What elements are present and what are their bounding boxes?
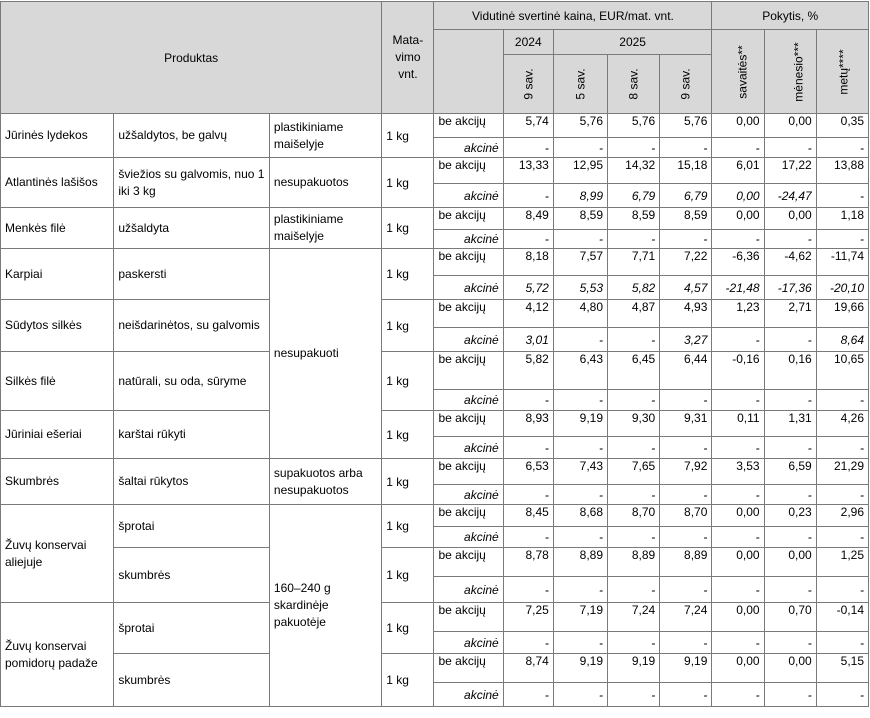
price-type-regular: be akcijų [434,300,503,328]
value-cell-promo: - [553,437,607,459]
packaging: 160–240 g skardinėje pakuotėje [269,505,381,707]
header-change-year: metų**** [816,30,868,114]
value-cell-promo: - [553,485,607,505]
value-cell-promo: - [608,138,660,158]
value-cell-regular: 9,19 [553,654,607,683]
value-cell-promo: 4,57 [660,276,712,300]
value-cell-regular: 7,71 [608,249,660,276]
value-cell-promo: - [712,328,764,352]
price-type-promo: akcinė [434,485,503,505]
unit: 1 kg [382,411,434,459]
value-cell-regular: 0,00 [712,548,764,577]
value-cell-promo: - [816,138,868,158]
value-cell-regular: 8,74 [503,654,553,683]
product-desc: šprotai [114,505,270,548]
packaging: plastikiniame maišelyje [269,114,381,158]
value-cell-regular: 4,80 [553,300,607,328]
value-cell-regular: 9,19 [660,654,712,683]
value-cell-regular: -11,74 [816,249,868,276]
header-year-2025: 2025 [553,30,712,55]
value-cell-promo: - [816,632,868,654]
unit: 1 kg [382,548,434,603]
value-cell-promo: - [712,485,764,505]
value-cell-promo: - [553,527,607,548]
value-cell-promo: -21,48 [712,276,764,300]
value-cell-regular: 17,22 [764,158,816,184]
product-name: Menkės filė [1,208,114,249]
value-cell-regular: 5,76 [553,114,607,138]
value-cell-regular: 6,01 [712,158,764,184]
price-type-promo: akcinė [434,683,503,707]
value-cell-regular: 13,33 [503,158,553,184]
price-type-regular: be akcijų [434,505,503,527]
value-cell-promo: 5,72 [503,276,553,300]
value-cell-regular: 0,00 [712,208,764,230]
header-week-2025-5: 5 sav. [553,55,607,114]
value-cell-promo: 5,53 [553,276,607,300]
packaging: nesupakuotos [269,158,381,208]
value-cell-regular: 2,71 [764,300,816,328]
value-cell-regular: 0,16 [764,352,816,390]
header-change: Pokytis, % [712,2,869,30]
unit: 1 kg [382,654,434,707]
header-unit-line-1: Mata- [392,33,424,47]
value-cell-promo: - [553,138,607,158]
value-cell-promo: - [660,632,712,654]
value-cell-regular: 9,19 [553,411,607,437]
value-cell-promo: - [503,632,553,654]
value-cell-regular: 0,00 [712,603,764,632]
value-cell-regular: 3,53 [712,459,764,485]
product-desc: neišdarinėtos, su galvomis [114,300,270,352]
value-cell-promo: - [712,632,764,654]
value-cell-promo: - [553,328,607,352]
value-cell-regular: 8,45 [503,505,553,527]
value-cell-regular: 13,88 [816,158,868,184]
value-cell-regular: 0,35 [816,114,868,138]
unit: 1 kg [382,114,434,158]
value-cell-regular: 1,23 [712,300,764,328]
value-cell-regular: 8,59 [608,208,660,230]
value-cell-regular: 4,26 [816,411,868,437]
value-cell-promo: - [608,328,660,352]
price-type-regular: be akcijų [434,548,503,577]
value-cell-promo: - [553,577,607,603]
value-cell-regular: -0,16 [712,352,764,390]
header-unit-line-3: vnt. [398,67,418,81]
value-cell-regular: 8,59 [553,208,607,230]
value-cell-promo: - [816,230,868,249]
price-type-regular: be akcijų [434,158,503,184]
value-cell-promo: - [764,437,816,459]
value-cell-promo: - [816,184,868,208]
price-type-regular: be akcijų [434,114,503,138]
value-cell-regular: 4,93 [660,300,712,328]
value-cell-promo: - [553,390,607,411]
value-cell-promo: - [816,485,868,505]
value-cell-regular: 0,00 [764,114,816,138]
value-cell-promo: - [503,437,553,459]
header-change-month: mėnesio*** [764,30,816,114]
value-cell-regular: 7,25 [503,603,553,632]
value-cell-promo: - [816,527,868,548]
price-type-promo: akcinė [434,138,503,158]
value-cell-regular: 8,78 [503,548,553,577]
value-cell-promo: - [503,230,553,249]
value-cell-regular: 8,68 [553,505,607,527]
value-cell-promo: - [816,390,868,411]
value-cell-promo: - [503,527,553,548]
unit: 1 kg [382,352,434,411]
value-cell-regular: 10,65 [816,352,868,390]
value-cell-regular: 6,53 [503,459,553,485]
fish-price-table [0,1,869,707]
value-cell-promo: - [608,390,660,411]
unit: 1 kg [382,158,434,208]
value-cell-promo: - [712,527,764,548]
value-cell-promo: - [660,138,712,158]
value-cell-regular: 0,00 [764,654,816,683]
value-cell-promo: - [764,230,816,249]
value-cell-promo: - [712,230,764,249]
product-desc: skumbrės [114,548,270,603]
value-cell-promo: - [553,230,607,249]
value-cell-regular: 7,92 [660,459,712,485]
value-cell-promo: 3,01 [503,328,553,352]
price-type-promo: akcinė [434,230,503,249]
product-name: Žuvų konservai aliejuje [1,505,114,603]
value-cell-promo: 3,27 [660,328,712,352]
value-cell-regular: 21,29 [816,459,868,485]
value-cell-promo: - [816,577,868,603]
value-cell-regular: 0,70 [764,603,816,632]
value-cell-regular: 5,15 [816,654,868,683]
value-cell-regular: 7,65 [608,459,660,485]
value-cell-promo: -24,47 [764,184,816,208]
value-cell-promo: - [608,632,660,654]
value-cell-promo: - [660,527,712,548]
value-cell-promo: 0,00 [712,184,764,208]
price-type-promo: akcinė [434,184,503,208]
value-cell-promo: - [764,138,816,158]
value-cell-regular: 8,89 [660,548,712,577]
value-cell-promo: 8,99 [553,184,607,208]
product-name: Sūdytos silkės [1,300,114,352]
value-cell-regular: 6,59 [764,459,816,485]
price-type-regular: be akcijų [434,352,503,390]
value-cell-regular: 1,18 [816,208,868,230]
value-cell-promo: - [608,437,660,459]
packaging: nesupakuoti [269,249,381,459]
value-cell-regular: 5,82 [503,352,553,390]
header-year-2024: 2024 [503,30,553,55]
value-cell-promo: - [816,437,868,459]
value-cell-promo: - [764,390,816,411]
value-cell-promo: - [660,437,712,459]
value-cell-regular: 8,70 [608,505,660,527]
product-desc: šaltai rūkytos [114,459,270,505]
product-name: Atlantinės lašišos [1,158,114,208]
value-cell-promo: -20,10 [816,276,868,300]
header-avg-price: Vidutinė svertinė kaina, EUR/mat. vnt. [434,2,712,30]
value-cell-promo: - [660,485,712,505]
header-week-2024-9: 9 sav. [503,55,553,114]
value-cell-regular: 8,93 [503,411,553,437]
price-type-promo: akcinė [434,527,503,548]
value-cell-promo: - [712,577,764,603]
value-cell-regular: 9,19 [608,654,660,683]
product-name: Jūriniai ešeriai [1,411,114,459]
price-type-regular: be akcijų [434,208,503,230]
value-cell-promo: -17,36 [764,276,816,300]
value-cell-regular: 7,43 [553,459,607,485]
value-cell-promo: - [608,527,660,548]
value-cell-promo: - [608,577,660,603]
value-cell-regular: 0,00 [712,505,764,527]
product-desc: natūrali, su oda, sūryme [114,352,270,411]
packaging: plastikiniame maišelyje [269,208,381,249]
value-cell-promo: - [764,485,816,505]
value-cell-regular: 8,49 [503,208,553,230]
price-type-regular: be akcijų [434,603,503,632]
header-price-type-spacer [434,30,503,114]
unit: 1 kg [382,300,434,352]
unit: 1 kg [382,603,434,654]
value-cell-promo: - [764,328,816,352]
value-cell-regular: 9,31 [660,411,712,437]
value-cell-regular: 7,22 [660,249,712,276]
product-desc: paskersti [114,249,270,300]
value-cell-promo: - [764,577,816,603]
price-type-promo: akcinė [434,577,503,603]
value-cell-regular: -6,36 [712,249,764,276]
value-cell-promo: 6,79 [608,184,660,208]
value-cell-regular: 8,89 [608,548,660,577]
unit: 1 kg [382,208,434,249]
value-cell-regular: 4,12 [503,300,553,328]
value-cell-regular: -0,14 [816,603,868,632]
header-week-2025-9: 9 sav. [660,55,712,114]
product-name: Jūrinės lydekos [1,114,114,158]
price-type-promo: akcinė [434,632,503,654]
header-unit [382,2,434,114]
value-cell-regular: 14,32 [608,158,660,184]
value-cell-promo: - [660,577,712,603]
value-cell-regular: 1,31 [764,411,816,437]
header-week-2025-8: 8 sav. [608,55,660,114]
value-cell-promo: - [816,683,868,707]
header-change-week: savaitės** [712,30,764,114]
value-cell-promo: - [503,577,553,603]
value-cell-promo: - [608,230,660,249]
value-cell-regular: 8,59 [660,208,712,230]
header-product: Produktas [1,2,382,114]
value-cell-regular: 12,95 [553,158,607,184]
value-cell-regular: 0,00 [712,114,764,138]
value-cell-regular: 0,00 [712,654,764,683]
value-cell-regular: 0,23 [764,505,816,527]
value-cell-regular: 19,66 [816,300,868,328]
value-cell-regular: 8,18 [503,249,553,276]
price-type-regular: be akcijų [434,411,503,437]
value-cell-regular: 15,18 [660,158,712,184]
value-cell-regular: -4,62 [764,249,816,276]
product-desc: šviežios su galvomis, nuo 1 iki 3 kg [114,158,270,208]
value-cell-regular: 5,74 [503,114,553,138]
product-desc: šprotai [114,603,270,654]
value-cell-promo: - [660,390,712,411]
value-cell-promo: - [503,184,553,208]
value-cell-promo: - [553,632,607,654]
value-cell-regular: 8,70 [660,505,712,527]
value-cell-promo: - [608,485,660,505]
value-cell-promo: - [608,683,660,707]
value-cell-regular: 7,24 [660,603,712,632]
price-type-regular: be akcijų [434,249,503,276]
unit: 1 kg [382,505,434,548]
value-cell-promo: - [660,683,712,707]
value-cell-promo: 5,82 [608,276,660,300]
value-cell-regular: 1,25 [816,548,868,577]
price-type-promo: akcinė [434,328,503,352]
price-type-promo: akcinė [434,276,503,300]
product-desc: skumbrės [114,654,270,707]
value-cell-regular: 7,57 [553,249,607,276]
value-cell-regular: 0,11 [712,411,764,437]
product-name: Žuvų konservai pomidorų padaže [1,603,114,707]
value-cell-regular: 0,00 [764,548,816,577]
value-cell-regular: 2,96 [816,505,868,527]
value-cell-promo: - [764,683,816,707]
value-cell-promo: - [764,527,816,548]
price-type-regular: be akcijų [434,459,503,485]
product-name: Silkės filė [1,352,114,411]
value-cell-promo: - [712,437,764,459]
value-cell-promo: - [660,230,712,249]
value-cell-regular: 5,76 [660,114,712,138]
value-cell-regular: 6,45 [608,352,660,390]
product-desc: užšaldytos, be galvų [114,114,270,158]
value-cell-promo: - [503,138,553,158]
unit: 1 kg [382,249,434,300]
product-desc: užšaldyta [114,208,270,249]
value-cell-regular: 8,89 [553,548,607,577]
value-cell-promo: - [503,683,553,707]
value-cell-regular: 6,43 [553,352,607,390]
value-cell-promo: 6,79 [660,184,712,208]
value-cell-regular: 0,00 [764,208,816,230]
price-type-promo: akcinė [434,437,503,459]
value-cell-promo: - [503,390,553,411]
price-type-regular: be akcijų [434,654,503,683]
value-cell-regular: 6,44 [660,352,712,390]
value-cell-regular: 4,87 [608,300,660,328]
product-desc: karštai rūkyti [114,411,270,459]
packaging: supakuotos arba nesupakuotos [269,459,381,505]
product-name: Skumbrės [1,459,114,505]
value-cell-promo: - [712,390,764,411]
value-cell-promo: - [712,683,764,707]
product-name: Karpiai [1,249,114,300]
header-unit-line-2: vimo [395,50,421,64]
value-cell-regular: 7,19 [553,603,607,632]
value-cell-promo: - [503,485,553,505]
value-cell-promo: - [764,632,816,654]
value-cell-promo: 8,64 [816,328,868,352]
value-cell-regular: 9,30 [608,411,660,437]
unit: 1 kg [382,459,434,505]
value-cell-promo: - [712,138,764,158]
value-cell-regular: 5,76 [608,114,660,138]
price-type-promo: akcinė [434,390,503,411]
value-cell-regular: 7,24 [608,603,660,632]
value-cell-promo: - [553,683,607,707]
